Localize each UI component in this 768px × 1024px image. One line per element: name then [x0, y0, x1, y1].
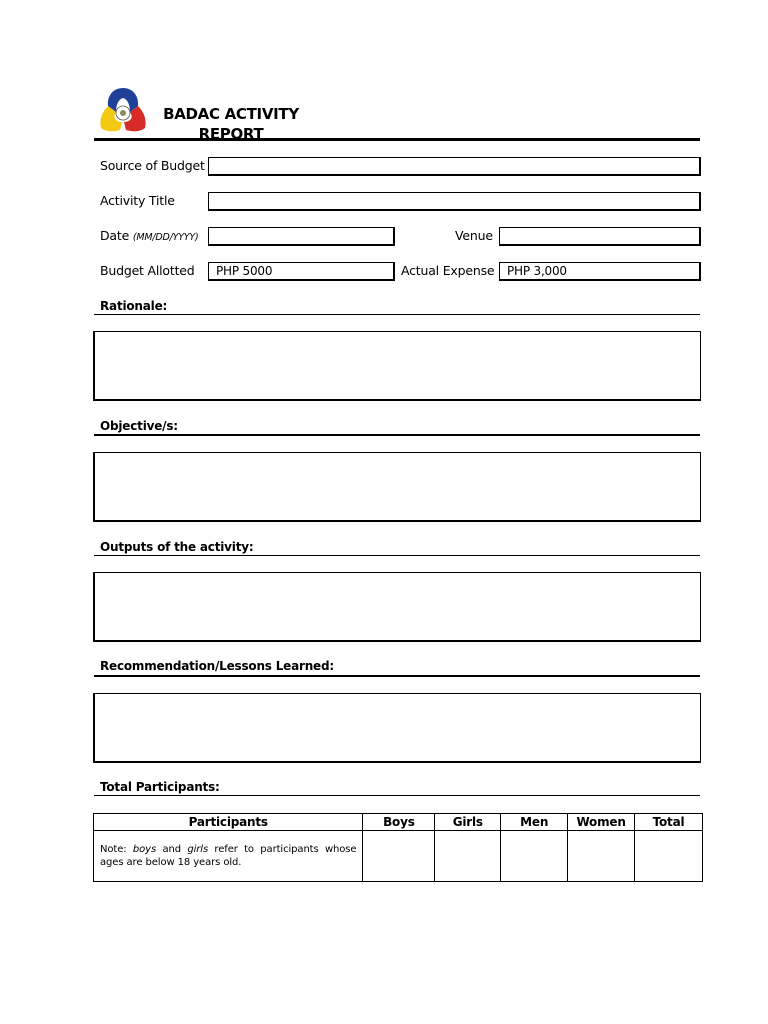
- activity-title-label: Activity Title: [100, 193, 175, 208]
- venue-field[interactable]: [499, 227, 701, 246]
- boys-column-header: Boys: [363, 814, 435, 831]
- budget-allotted-label: Budget Allotted: [100, 263, 195, 278]
- recommendation-textbox[interactable]: [93, 693, 701, 763]
- participants-column-header: Participants: [94, 814, 363, 831]
- girls-column-header: Girls: [435, 814, 501, 831]
- total-participants-heading: Total Participants:: [100, 780, 220, 794]
- table-row: [94, 831, 703, 882]
- participants-table: [93, 813, 703, 882]
- participants-table-header-row: [94, 814, 703, 831]
- recommendation-heading: Recommendation/Lessons Learned:: [100, 659, 334, 673]
- total-column-header: Total: [635, 814, 703, 831]
- note-prefix: Note:: [100, 844, 133, 855]
- objectives-textbox[interactable]: [93, 452, 701, 522]
- date-label: [100, 228, 199, 246]
- title-divider: [94, 138, 700, 141]
- outputs-divider: [94, 555, 700, 556]
- note-boys: boys: [132, 844, 157, 855]
- budget-allotted-field[interactable]: PHP 5000: [208, 262, 395, 281]
- participants-note: [94, 831, 363, 882]
- outputs-textbox[interactable]: [93, 572, 701, 642]
- date-field[interactable]: [208, 227, 395, 246]
- boys-count-cell[interactable]: [363, 831, 435, 882]
- outputs-heading: Outputs of the activity:: [100, 540, 254, 554]
- men-column-header: Men: [501, 814, 568, 831]
- rationale-textbox[interactable]: [93, 331, 701, 401]
- page-title: BADAC ACTIVITY REPORT: [163, 105, 299, 138]
- date-format-hint: (MM/DD/YYYY): [132, 232, 199, 243]
- rationale-heading: Rationale:: [100, 299, 168, 313]
- date-label-text: Date: [100, 228, 130, 243]
- actual-expense-field[interactable]: PHP 3,000: [499, 262, 701, 281]
- actual-expense-label: Actual Expense: [401, 263, 495, 278]
- total-count-cell[interactable]: [635, 831, 703, 882]
- note-and: and: [156, 844, 188, 855]
- objectives-heading: Objective/s:: [100, 419, 178, 433]
- source-of-budget-field[interactable]: [208, 157, 701, 176]
- girls-count-cell[interactable]: [435, 831, 501, 882]
- men-count-cell[interactable]: [501, 831, 568, 882]
- total-participants-divider: [94, 795, 700, 796]
- note-girls: girls: [187, 844, 209, 855]
- objectives-divider: [94, 434, 700, 436]
- source-of-budget-label: Source of Budget: [100, 158, 205, 173]
- women-column-header: Women: [568, 814, 635, 831]
- recommendation-divider: [94, 675, 700, 677]
- rationale-divider: [94, 314, 700, 315]
- badac-logo-icon: [98, 86, 148, 134]
- venue-label: Venue: [455, 228, 493, 243]
- activity-title-field[interactable]: [208, 192, 701, 211]
- note-suffix: refer to participants whose ages are below 18 years old.: [100, 844, 357, 868]
- women-count-cell[interactable]: [568, 831, 635, 882]
